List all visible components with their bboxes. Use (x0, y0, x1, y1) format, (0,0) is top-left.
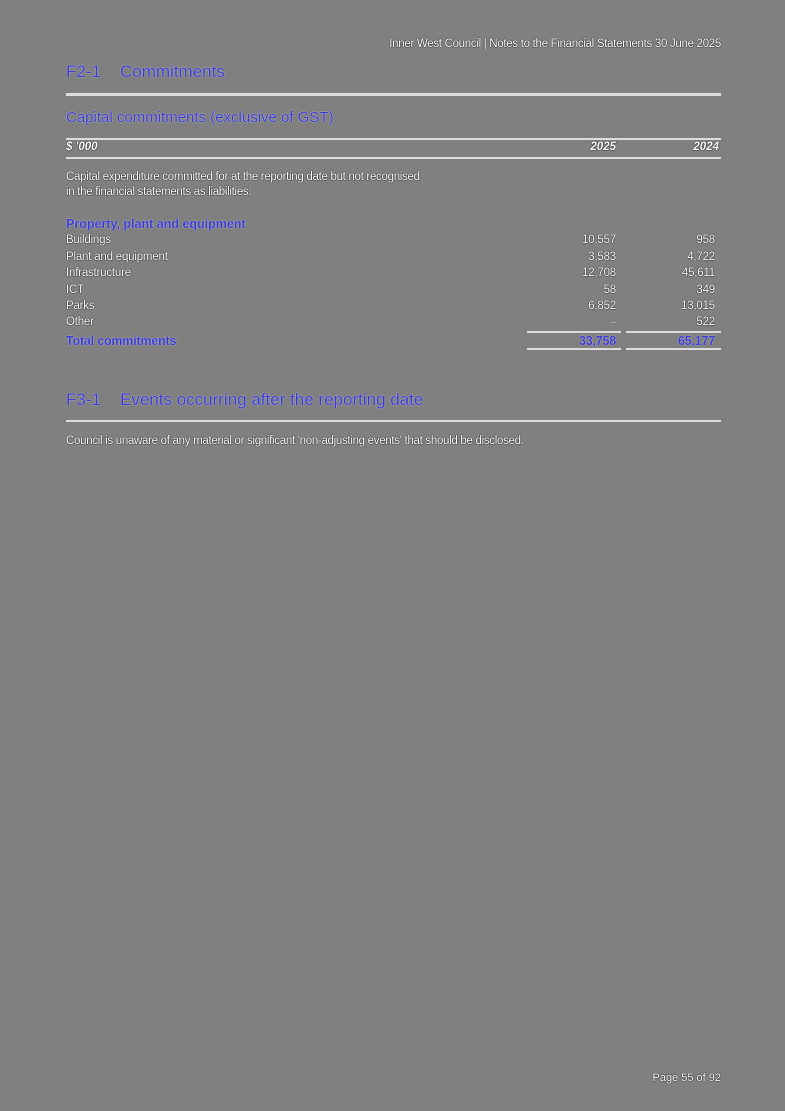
column-2025: 2025 (590, 141, 616, 153)
section-heading-events (66, 390, 423, 410)
row-value-2024: 522 (696, 316, 715, 328)
table-row (66, 300, 721, 316)
table-column-header (66, 141, 721, 157)
row-value-2025: 6,852 (588, 300, 616, 312)
row-value-2024: 349 (696, 284, 715, 296)
table-row (66, 284, 721, 300)
row-label: Buildings (66, 234, 111, 246)
row-label: Parks (66, 300, 95, 312)
row-value-2024: 45,611 (681, 267, 715, 279)
subtotal-line-2025 (527, 331, 621, 333)
total-label: Total commitments (66, 334, 177, 348)
section-heading-commitments (66, 62, 225, 82)
heading-divider (66, 420, 721, 422)
row-value-2024: 13,015 (681, 300, 715, 312)
events-body-text: Council is unaware of any material or significant 'non-adjusting events' that should be disclosed. (66, 435, 524, 447)
row-label: Plant and equipment (66, 251, 168, 263)
running-header: Inner West Council | Notes to the Financial Statements 30 June 2025 (389, 38, 721, 50)
total-value-2025: 33,758 (578, 334, 616, 348)
row-value-2025: 10,557 (582, 234, 616, 246)
row-value-2024: 4,722 (687, 251, 715, 263)
section-title: Commitments (120, 62, 225, 81)
table-top-divider (66, 138, 721, 140)
table-header-divider (66, 157, 721, 159)
total-line-2025 (527, 348, 621, 350)
table-row (66, 316, 721, 332)
row-value-2025: 12,708 (582, 267, 616, 279)
row-label: Infrastructure (66, 267, 131, 279)
group-label-ppe: Property, plant and equipment (66, 217, 246, 231)
subtotal-line-2024 (626, 331, 721, 333)
table-row (66, 234, 721, 250)
total-value-2024: 65,177 (677, 334, 715, 348)
row-label: ICT (66, 284, 84, 296)
section-number: F3-1 (66, 390, 101, 409)
row-label: Other (66, 316, 94, 328)
section-title: Events occurring after the reporting date (120, 390, 424, 409)
table-row (66, 251, 721, 267)
row-value-2024: 958 (696, 234, 715, 246)
intro-text: Capital expenditure committed for at the reporting date but not recognised in the financial statements as liabilities: (66, 171, 420, 198)
row-value-2025: 58 (603, 284, 616, 296)
table-row (66, 267, 721, 283)
page-number: Page 55 of 92 (652, 1072, 721, 1084)
column-2024: 2024 (693, 141, 719, 153)
section-number: F2-1 (66, 62, 101, 81)
subheading-capital-commitments: Capital commitments (exclusive of GST) (66, 109, 334, 126)
total-line-2024 (626, 348, 721, 350)
row-value-2025: – (609, 316, 616, 328)
unit-label: $ '000 (66, 141, 98, 153)
table-row-total (66, 334, 721, 350)
heading-divider (66, 93, 721, 96)
row-value-2025: 3,583 (588, 251, 616, 263)
